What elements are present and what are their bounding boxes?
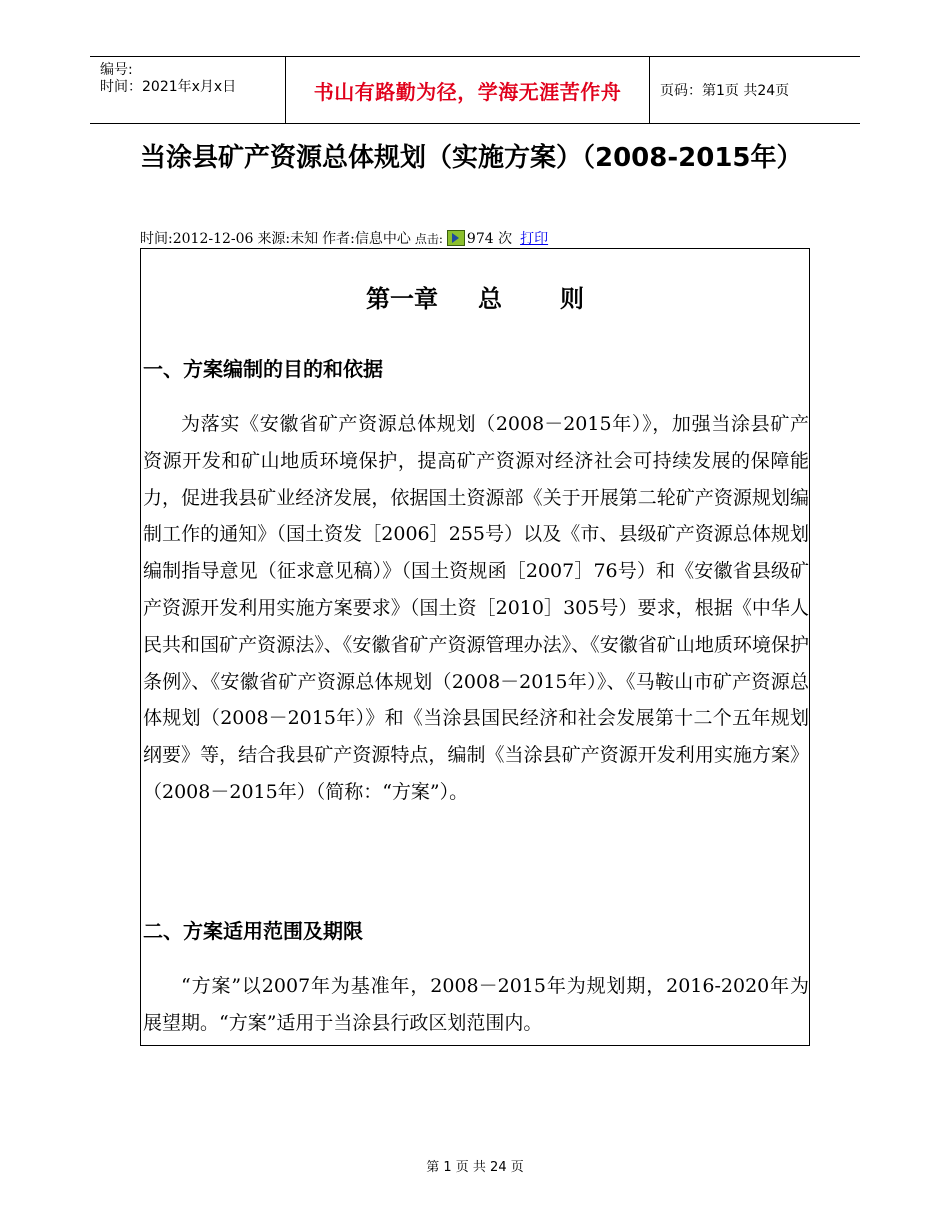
meta-clicks-count: 974 次 [466, 231, 513, 247]
chapter-number: 第一章 [366, 285, 438, 313]
print-link[interactable]: 打印 [520, 231, 549, 247]
meta-clicks-label: 点击: [414, 231, 443, 246]
article-title: 当涂县矿产资源总体规划（实施方案）（2008-2015年） [140, 143, 803, 173]
click-count-icon [447, 230, 465, 246]
chapter-word-2: 则 [560, 285, 584, 313]
meta-time: 时间:2012-12-06 [140, 231, 254, 247]
meta-source: 来源:未知 [257, 231, 319, 247]
page-footer: 第 1 页 共 24 页 [426, 1160, 524, 1175]
article-meta [140, 228, 548, 248]
meta-author: 作者:信息中心 [322, 231, 411, 247]
header-page-info: 页码：第1页 共24页 [660, 83, 790, 99]
doc-number-label: 编号: [100, 62, 133, 78]
section-1-heading: 一、方案编制的目的和依据 [143, 357, 383, 381]
doc-time-label: 时间：2021年x月x日 [100, 79, 237, 95]
section-2-heading: 二、方案适用范围及期限 [143, 919, 363, 943]
chapter-heading [141, 279, 809, 314]
header-info-cell [90, 57, 286, 123]
document-header [90, 56, 860, 124]
section-1-paragraph: 为落实《安徽省矿产资源总体规划（2008－2015年）》，加强当涂县矿产资源开发和矿山地质环境保护，提高矿产资源对经济社会可持续发展的保障能力，促进我县矿业经济发展，依据国土资源部《关于开展第二轮矿产资源规划编制工作的通知》（国土资发［2006］255号）以及《市、县级矿产资源总体规划编制指导意见（征求意见稿）》（国土资规函［2007］76号）和《安徽省县级矿产资源开发利用实施方案要求》（国土资［2010］305号）要求，根据《中华人民共和国矿产资源法》、《安徽省矿产资源管理办法》、《安徽省矿山地质环境保护条例》、《安徽省矿产资源总体规划（2008－2015年）》、《马鞍山市矿产资源总体规划（2008－2015年）》和《当涂县国民经济和社会发展第十二个五年规划纲要》等，结合我县矿产资源特点，编制《当涂县矿产资源开发利用实施方案》（2008－2015年）（简称：“方案”）。 [143, 413, 809, 803]
content-box [140, 248, 810, 1046]
section-2-paragraph: “方案”以2007年为基准年，2008－2015年为规划期，2016-2020年为展望期。“方案”适用于当涂县行政区划范围内。 [143, 975, 809, 1034]
chapter-word-1: 总 [478, 285, 502, 313]
header-slogan: 书山有路勤为径，学海无涯苦作舟 [286, 57, 650, 123]
